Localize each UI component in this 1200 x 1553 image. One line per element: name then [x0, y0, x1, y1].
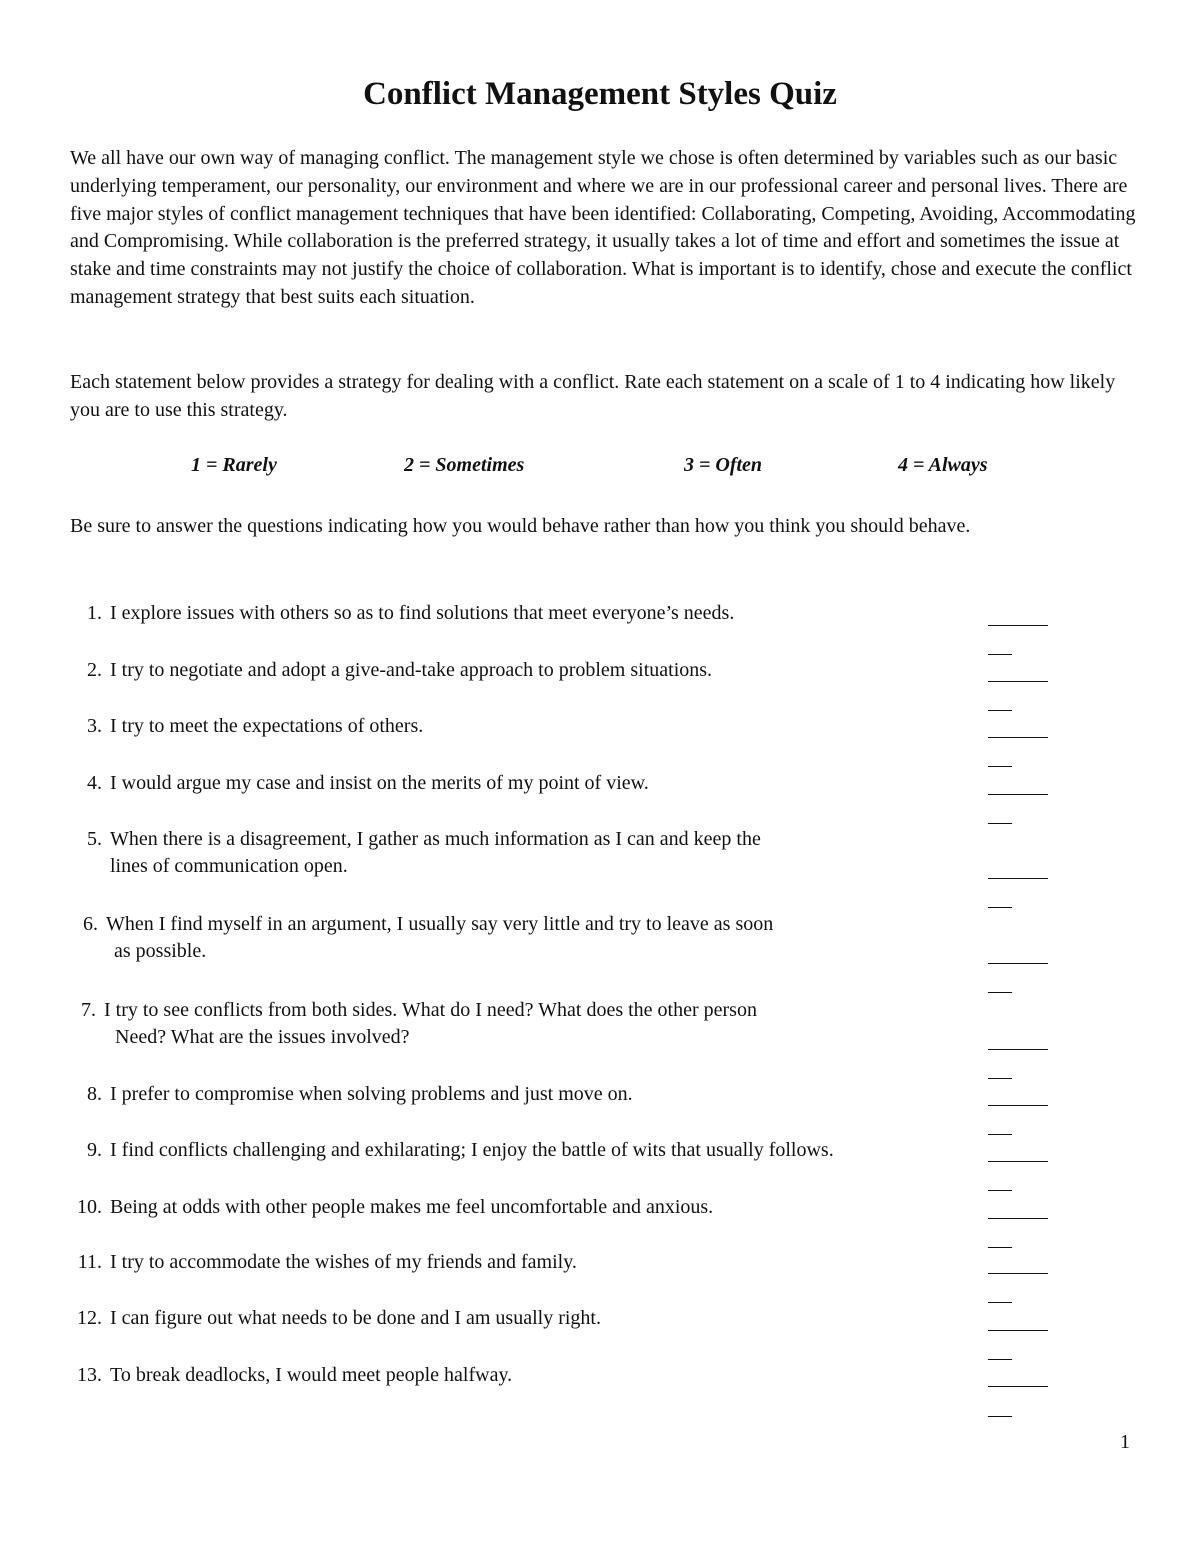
answer-blank-stub [988, 766, 1012, 767]
answer-blank-stub [988, 1416, 1012, 1417]
question-text: I can figure out what needs to be done and I am usually right. [110, 1307, 601, 1329]
answer-blank-5[interactable] [988, 878, 1048, 879]
page-number: 1 [1120, 1431, 1130, 1453]
answer-note: Be sure to answer the questions indicating how you would behave rather than how you think you should behave. [70, 515, 971, 537]
answer-blank-3[interactable] [988, 737, 1048, 738]
question-number: 1. [87, 602, 102, 624]
rating-scale [0, 454, 1200, 484]
intro-paragraph: We all have our own way of managing conflict. The management style we chose is often determined by variables such as our basic underlying temperament, our personality, our environment and where we are in our professional career and personal lives. There are five major styles of conflict management techniques that have been identified: Collaborating, Competing, Avoiding, Accommodating and Compromising. While collaboration is the preferred strategy, it usually takes a lot of time and effort and sometimes the issue at stake and time constraints may not justify the choice of collaboration. What is important is to identify, chose and execute the conflict management strategy that best suits each situation. [70, 147, 1136, 308]
question-text-line2: as possible. [114, 940, 207, 962]
question-number: 12. [77, 1307, 102, 1329]
answer-blank-12[interactable] [988, 1330, 1048, 1331]
question-text: I try to meet the expectations of others. [110, 715, 424, 737]
question-text: I try to accommodate the wishes of my friends and family. [110, 1251, 577, 1273]
question-number: 7. [81, 999, 96, 1021]
scale-rarely: 1 = Rarely [191, 454, 277, 476]
answer-blank-4[interactable] [988, 794, 1048, 795]
question-text-line2: Need? What are the issues involved? [115, 1026, 410, 1048]
answer-blank-9[interactable] [988, 1161, 1048, 1162]
answer-blank-stub [988, 1302, 1012, 1303]
question-text: I try to negotiate and adopt a give-and-take approach to problem situations. [110, 659, 713, 681]
question-text: I find conflicts challenging and exhilarating; I enjoy the battle of wits that usually follows. [110, 1139, 834, 1161]
answer-blank-stub [988, 1078, 1012, 1079]
question-text: I would argue my case and insist on the merits of my point of view. [110, 772, 649, 794]
answer-blank-stub [988, 1247, 1012, 1248]
answer-blank-stub [988, 907, 1012, 908]
question-text [106, 911, 966, 965]
question-number: 11. [77, 1251, 102, 1273]
answer-blank-stub [988, 1359, 1012, 1360]
answer-blank-stub [988, 654, 1012, 655]
question-number: 6. [83, 913, 98, 935]
question-text: To break deadlocks, I would meet people halfway. [110, 1364, 513, 1386]
answer-blank-7[interactable] [988, 1049, 1048, 1050]
question-number: 3. [87, 715, 102, 737]
scale-sometimes: 2 = Sometimes [404, 454, 525, 476]
question-number: 2. [87, 659, 102, 681]
answer-blank-6[interactable] [988, 963, 1048, 964]
scale-often: 3 = Often [684, 454, 763, 476]
question-number: 8. [87, 1083, 102, 1105]
question-text: Being at odds with other people makes me feel uncomfortable and anxious. [110, 1196, 714, 1218]
question-text: I explore issues with others so as to find solutions that meet everyone’s needs. [110, 602, 735, 624]
answer-blank-1[interactable] [988, 625, 1048, 626]
answer-blank-13[interactable] [988, 1386, 1048, 1387]
scale-always: 4 = Always [898, 454, 988, 476]
answer-blank-8[interactable] [988, 1105, 1048, 1106]
question-text-line1: When there is a disagreement, I gather as much information as I can and keep the [110, 828, 761, 850]
answer-blank-2[interactable] [988, 681, 1048, 682]
answer-blank-stub [988, 823, 1012, 824]
answer-blank-stub [988, 992, 1012, 993]
question-number: 10. [77, 1196, 102, 1218]
question-text-line2: lines of communication open. [110, 855, 348, 877]
question-text [110, 826, 970, 880]
answer-blank-10[interactable] [988, 1218, 1048, 1219]
question-text [104, 997, 964, 1051]
answer-blank-stub [988, 1134, 1012, 1135]
instructions-paragraph: Each statement below provides a strategy for dealing with a conflict. Rate each statement on a scale of 1 to 4 indicating how likely you are to use this strategy. [70, 371, 1116, 421]
question-number: 4. [87, 772, 102, 794]
question-text-line1: I try to see conflicts from both sides. What do I need? What does the other person [104, 999, 757, 1021]
answer-blank-stub [988, 710, 1012, 711]
question-number: 9. [87, 1139, 102, 1161]
question-number: 13. [77, 1364, 102, 1386]
answer-blank-11[interactable] [988, 1273, 1048, 1274]
question-number: 5. [87, 828, 102, 850]
answer-blank-stub [988, 1190, 1012, 1191]
question-text: I prefer to compromise when solving problems and just move on. [110, 1083, 633, 1105]
page-title: Conflict Management Styles Quiz [363, 76, 837, 112]
question-text-line1: When I find myself in an argument, I usually say very little and try to leave as soon [106, 913, 774, 935]
